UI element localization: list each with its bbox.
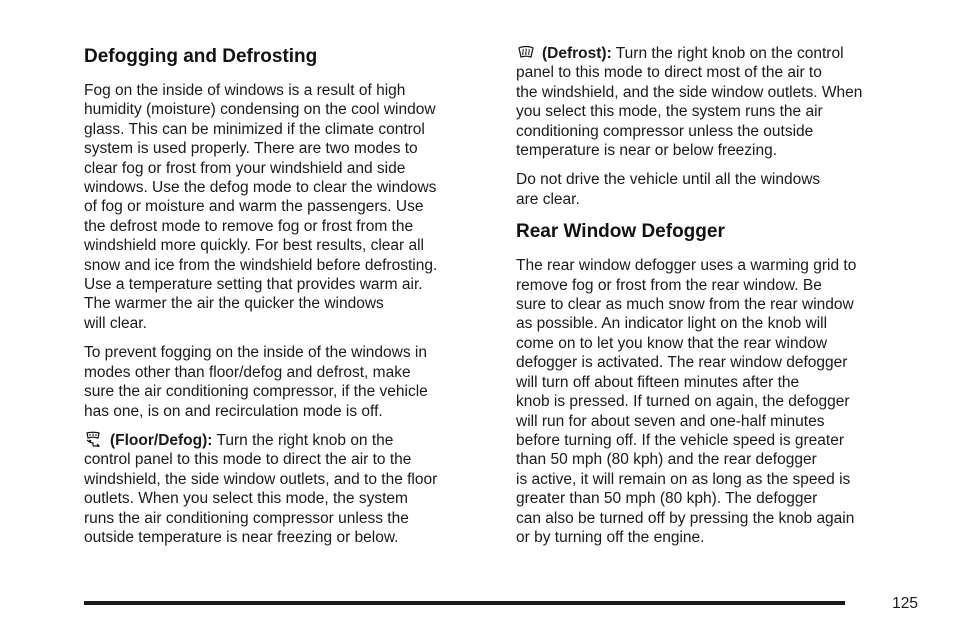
floor-defog-label: (Floor/Defog): [110, 431, 213, 449]
right-column [516, 44, 920, 557]
floor-defog-icon [84, 431, 104, 447]
prevent-fogging-paragraph: To prevent fogging on the inside of the windows in modes other than floor/defog and defrost, make sure the air conditioning compressor, if the vehicle has one, is on and recirculation mode is off. [84, 344, 428, 420]
floor-defog-paragraph [84, 431, 488, 547]
section-heading-defogging: Defogging and Defrosting [84, 46, 318, 67]
defrost-label: (Defrost): [542, 45, 612, 62]
drive-note-paragraph: Do not drive the vehicle until all the windows are clear. [516, 171, 821, 208]
section-heading-rear-defogger: Rear Window Defogger [516, 221, 725, 243]
rear-defogger-paragraph: The rear window defogger uses a warming grid to remove fog or frost from the rear window. Be sure to clear as much snow from the rear window as possible. An indicator light on the knob will come on to let you know that the rear window defogger is activated. The rear window defogger will turn off about fifteen minutes after the knob is pressed. If turned on again, the defogger will run for about seven and one-half minutes before turning off. If the vehicle speed is greater than 50 mph (80 kph) and the rear defogger is active, it will remain on as long as the speed is greater than 50 mph (80 kph). The defogger can also be turned off by pressing the knob again or by turning off the engine. [516, 257, 857, 546]
defrost-paragraph [516, 44, 920, 160]
defogging-intro-paragraph: Fog on the inside of windows is a result of high humidity (moisture) condensing on the cool window glass. This can be minimized if the climate control system is used properly. There are two modes to clear fog or frost from your windshield and side windows. Use the defog mode to clear the windows of fog or moisture and warm the passengers. Use the defrost mode to remove fog or frost from the windshield more quickly. For best results, clear all snow and ice from the windshield before defrosting. Use a temperature setting that provides warm air. The warmer the air the quicker the windows will clear. [84, 82, 438, 332]
page-number: 125 [892, 595, 918, 612]
footer-rule [84, 601, 845, 605]
defrost-text: Turn the right knob on the control panel to this mode to direct most of the air to the windshield, and the side window outlets. When you select this mode, the system runs the air conditioning compressor unless the outside temperature is near or below freezing. [516, 45, 863, 160]
defrost-icon [516, 44, 536, 60]
left-column [84, 44, 488, 557]
floor-defog-text: Turn the right knob on the control panel to this mode to direct the air to the windshield, the side window outlets, and to the floor outlets. When you select this mode, the system runs the air conditioning compressor unless the outside temperature is near freezing or below. [84, 431, 438, 546]
